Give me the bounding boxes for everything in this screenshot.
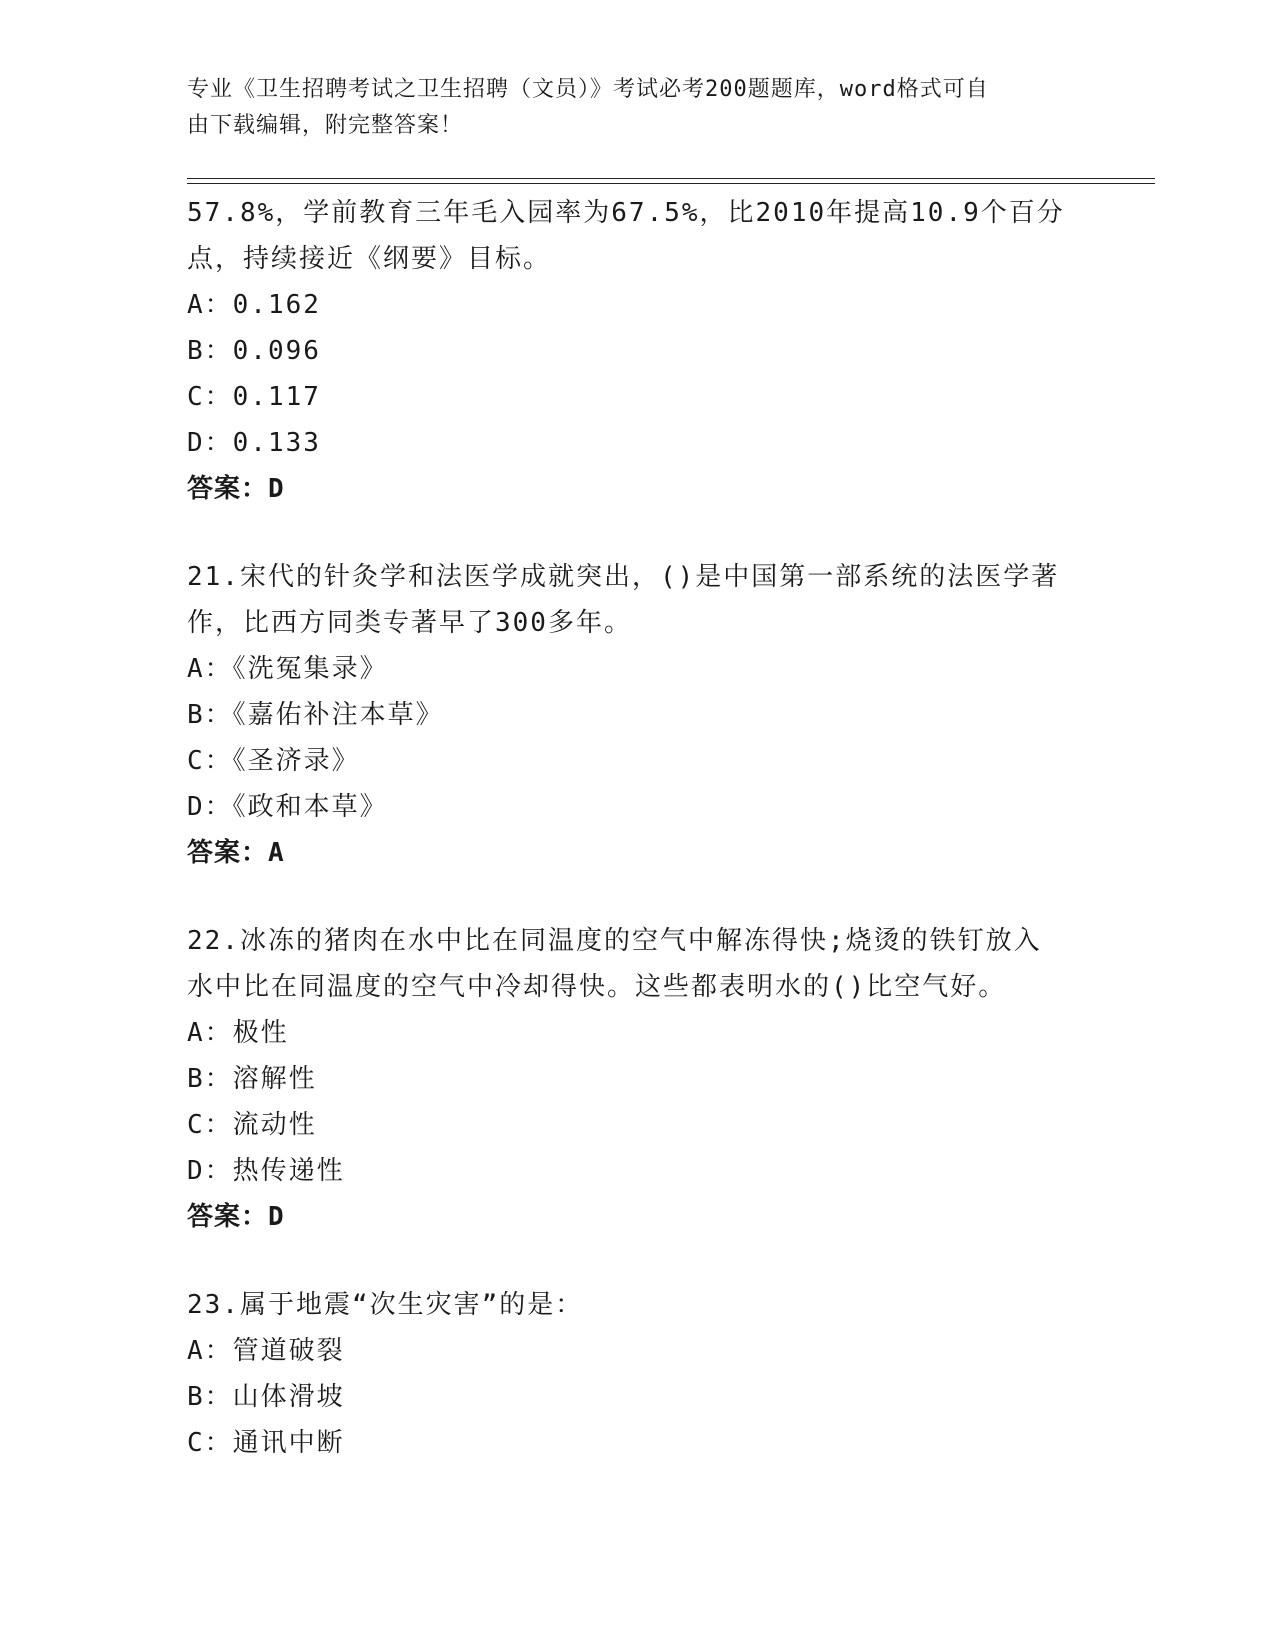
question-22-option-b: B：溶解性: [187, 1064, 317, 1094]
spacer: [187, 1240, 1087, 1282]
question-21-text-2: 作，比西方同类专著早了300多年。: [187, 608, 632, 638]
header-rule-top: [187, 178, 1155, 179]
question-23-option-a: A：管道破裂: [187, 1336, 345, 1366]
question-20-text-1: 57.8%，学前教育三年毛入园率为67.5%，比2010年提高10.9个百分: [187, 198, 1065, 228]
document-body: [187, 190, 1087, 1466]
question-22-option-d: D：热传递性: [187, 1156, 345, 1186]
question-23-text-1: 23.属于地震“次生灾害”的是：: [187, 1290, 584, 1320]
header-rule-bottom: [187, 183, 1155, 184]
question-20-answer: 答案：D: [187, 474, 285, 504]
question-23-option-c: C：通讯中断: [187, 1428, 345, 1458]
spacer: [187, 512, 1087, 554]
header-line-2: 由下载编辑，附完整答案！: [187, 113, 464, 138]
question-23-option-b: B：山体滑坡: [187, 1382, 345, 1412]
question-22-text-2: 水中比在同温度的空气中冷却得快。这些都表明水的()比空气好。: [187, 972, 1007, 1002]
question-22-option-a: A：极性: [187, 1018, 289, 1048]
question-20-option-d: D：0.133: [187, 428, 321, 458]
question-22: [187, 918, 1087, 1240]
question-21-option-c: C：《圣济录》: [187, 746, 360, 776]
question-21-answer: 答案：A: [187, 838, 285, 868]
question-20-option-b: B：0.096: [187, 336, 321, 366]
question-21: [187, 554, 1087, 876]
question-21-option-b: B：《嘉佑补注本草》: [187, 700, 444, 730]
header-line-1: 专业《卫生招聘考试之卫生招聘（文员）》考试必考200题题库，word格式可自: [187, 77, 989, 102]
spacer: [187, 876, 1087, 918]
question-21-text-1: 21.宋代的针灸学和法医学成就突出，()是中国第一部系统的法医学著: [187, 562, 1060, 592]
question-22-text-1: 22.冰冻的猪肉在水中比在同温度的空气中解冻得快;烧烫的铁钉放入: [187, 926, 1042, 956]
question-22-answer: 答案：D: [187, 1202, 285, 1232]
question-20-option-c: C：0.117: [187, 382, 321, 412]
question-21-option-d: D：《政和本草》: [187, 792, 388, 822]
question-23: [187, 1282, 1087, 1466]
question-21-option-a: A：《洗冤集录》: [187, 654, 388, 684]
question-22-option-c: C：流动性: [187, 1110, 317, 1140]
question-20-text-2: 点，持续接近《纲要》目标。: [187, 244, 552, 274]
question-20: [187, 190, 1087, 512]
document-header: [187, 72, 1067, 144]
question-20-option-a: A：0.162: [187, 290, 321, 320]
